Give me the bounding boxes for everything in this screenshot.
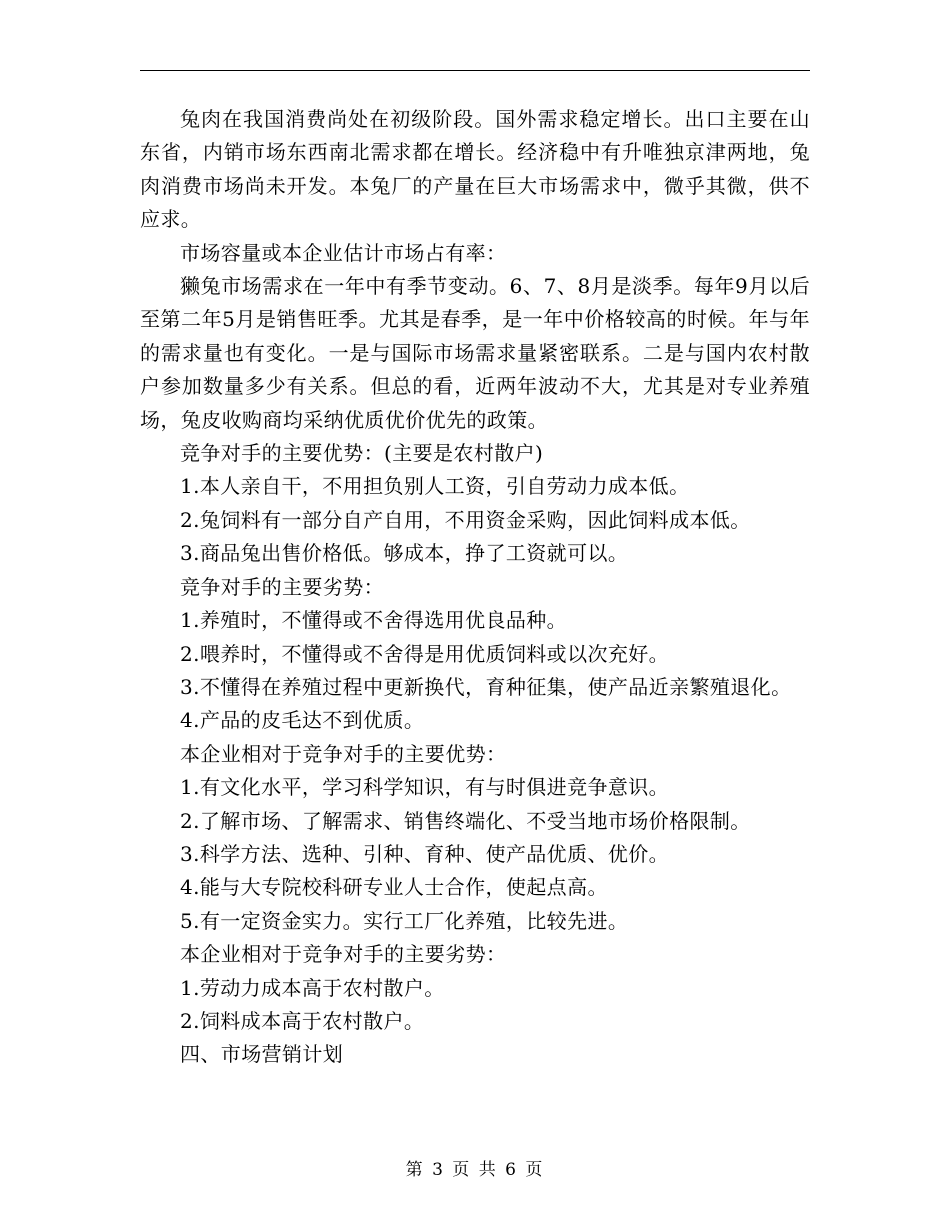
document-body <box>140 103 810 1072</box>
list-item: 3.商品兔出售价格低。够成本，挣了工资就可以。 <box>180 541 629 566</box>
list-item: 2.喂养时，不懂得或不舍得是用优质饲料或以次充好。 <box>180 641 670 666</box>
list-item: 2.饲料成本高于农村散户。 <box>180 1008 425 1033</box>
list-item: 4.能与大专院校科研专业人士合作，使起点高。 <box>180 875 608 900</box>
list-item: 2.了解市场、了解需求、销售终端化、不受当地市场价格限制。 <box>180 808 751 833</box>
list-item: 5.有一定资金实力。实行工厂化养殖，比较先进。 <box>180 908 629 933</box>
list-item: 1.本人亲自干，不用担负别人工资，引自劳动力成本低。 <box>180 474 690 499</box>
paragraph: 兔肉在我国消费尚处在初级阶段。国外需求稳定增长。出口主要在山东省，内销市场东西南北需求都在增长。经济稳中有升唯独京津两地，兔肉消费市场尚未开发。本兔厂的产量在巨大市场需求中，微乎其微，供不应求。 <box>140 107 810 232</box>
list-item: 3.科学方法、选种、引种、育种、使产品优质、优价。 <box>180 841 670 866</box>
paragraph: 本企业相对于竞争对手的主要劣势： <box>180 942 507 967</box>
header-rule <box>140 70 810 71</box>
list-item: 4.产品的皮毛达不到优质。 <box>180 708 425 733</box>
paragraph: 竞争对手的主要劣势： <box>180 574 384 599</box>
list-item: 2.兔饲料有一部分自产自用，不用资金采购，因此饲料成本低。 <box>180 507 751 532</box>
page-footer <box>0 1155 950 1180</box>
paragraph: 獭兔市场需求在一年中有季节变动。6、7、8月是淡季。每年9月以后至第二年5月是销售旺季。尤其是春季，是一年中价格较高的时候。年与年的需求量也有变化。一是与国际市场需求量紧密联系。二是与国内农村散户参加数量多少有关系。但总的看，近两年波动不大，尤其是对专业养殖场，兔皮收购商均采纳优质优价优先的政策。 <box>140 274 810 432</box>
page-number: 第 3 页 共 6 页 <box>405 1160 545 1180</box>
list-item: 1.养殖时，不懂得或不舍得选用优良品种。 <box>180 608 568 633</box>
list-item: 3.不懂得在养殖过程中更新换代，育种征集，使产品近亲繁殖退化。 <box>180 674 792 699</box>
list-item: 1.劳动力成本高于农村散户。 <box>180 975 445 1000</box>
paragraph: 市场容量或本企业估计市场占有率： <box>180 240 507 265</box>
paragraph: 竞争对手的主要优势：(主要是农村散户) <box>180 441 544 466</box>
section-heading: 四、市场营销计划 <box>180 1042 344 1067</box>
paragraph: 本企业相对于竞争对手的主要优势： <box>180 741 507 766</box>
list-item: 1.有文化水平，学习科学知识，有与时俱进竞争意识。 <box>180 775 670 800</box>
